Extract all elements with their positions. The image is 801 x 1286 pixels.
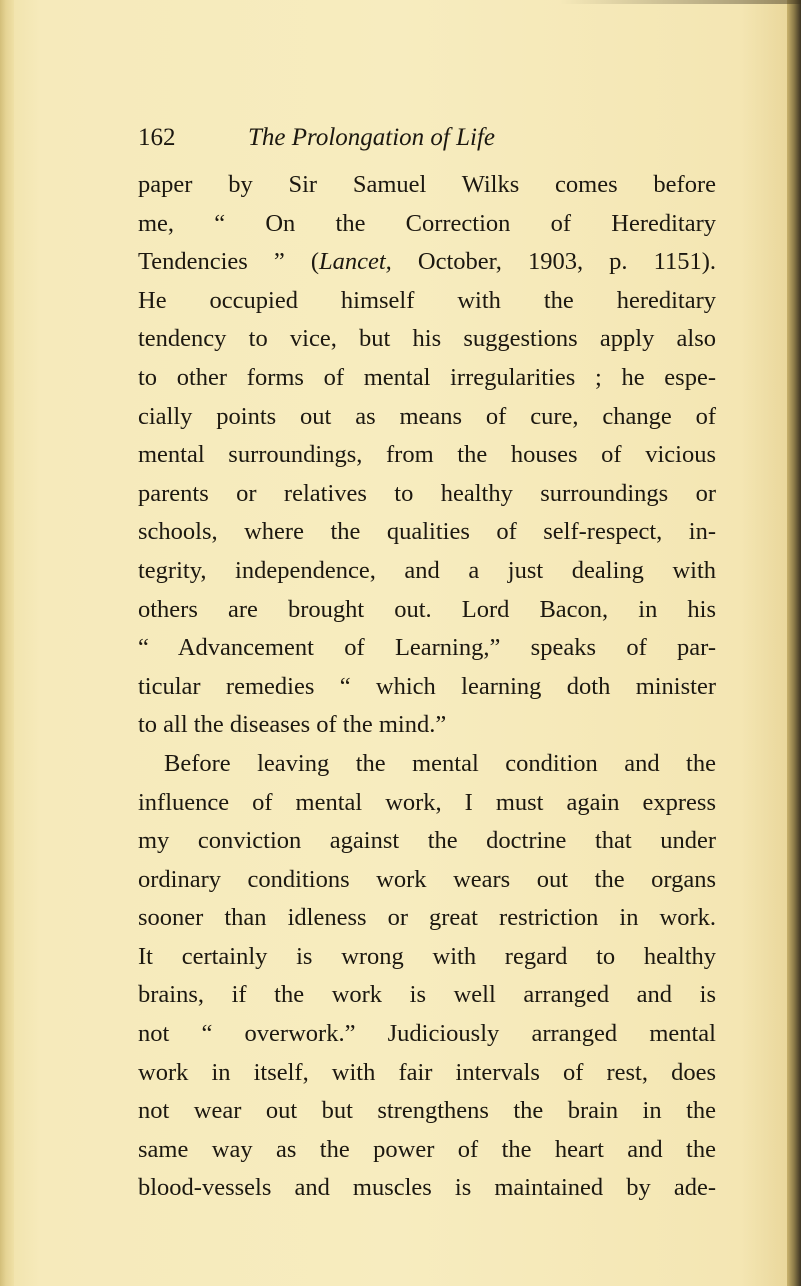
page-gutter	[0, 0, 14, 1286]
text-line: He occupied himself with the hereditary	[138, 286, 716, 314]
text-line: schools, where the qualities of self-respect, in-	[138, 518, 716, 546]
journal-title-italic: Lancet,	[319, 248, 392, 276]
text-line: cially points out as means of cure, change of	[138, 402, 716, 430]
text-line: mental surroundings, from the houses of vicious	[138, 441, 716, 469]
text-line: ticular remedies “ which learning doth minister	[138, 672, 716, 700]
text-line: to other forms of mental irregularities ; he espe-	[138, 363, 716, 391]
text-line: not “ overwork.” Judiciously arranged mental	[138, 1020, 716, 1048]
text-line: ordinary conditions work wears out the organs	[138, 865, 716, 893]
text-line: It certainly is wrong with regard to healthy	[138, 942, 716, 970]
text-line: my conviction against the doctrine that under	[138, 827, 716, 855]
text-line: not wear out but strengthens the brain in the	[138, 1097, 716, 1125]
text-line-end: October, 1903, p. 1151).	[391, 248, 716, 276]
text-line: me, “ On the Correction of Hereditary	[138, 209, 716, 237]
page-top-shadow	[560, 0, 801, 4]
body-text	[138, 166, 716, 1208]
running-head	[138, 118, 738, 158]
running-title: The Prolongation of Life	[248, 124, 495, 151]
text-line: same way as the power of the heart and the	[138, 1135, 716, 1163]
text-line: sooner than idleness or great restriction in work.	[138, 904, 716, 932]
paragraph-start-line: Before leaving the mental condition and the	[164, 749, 716, 777]
text-line: tendency to vice, but his suggestions apply also	[138, 325, 716, 353]
page-edge	[787, 0, 801, 1286]
text-line-start: Tendencies ” (	[138, 248, 319, 276]
text-line: work in itself, with fair intervals of rest, does	[138, 1058, 716, 1086]
text-line: parents or relatives to healthy surroundings or	[138, 479, 716, 507]
page-number: 162	[138, 124, 176, 151]
text-line: blood-vessels and muscles is maintained by ade-	[138, 1174, 716, 1202]
paragraph-end-line: to all the diseases of the mind.”	[138, 711, 447, 739]
text-line: paper by Sir Samuel Wilks comes before	[138, 171, 716, 198]
text-line: others are brought out. Lord Bacon, in his	[138, 595, 716, 623]
text-line: “ Advancement of Learning,” speaks of par-	[138, 634, 716, 662]
text-line	[138, 243, 716, 282]
text-line: brains, if the work is well arranged and is	[138, 981, 716, 1009]
text-line: influence of mental work, I must again express	[138, 788, 716, 816]
text-line: tegrity, independence, and a just dealing with	[138, 556, 716, 584]
